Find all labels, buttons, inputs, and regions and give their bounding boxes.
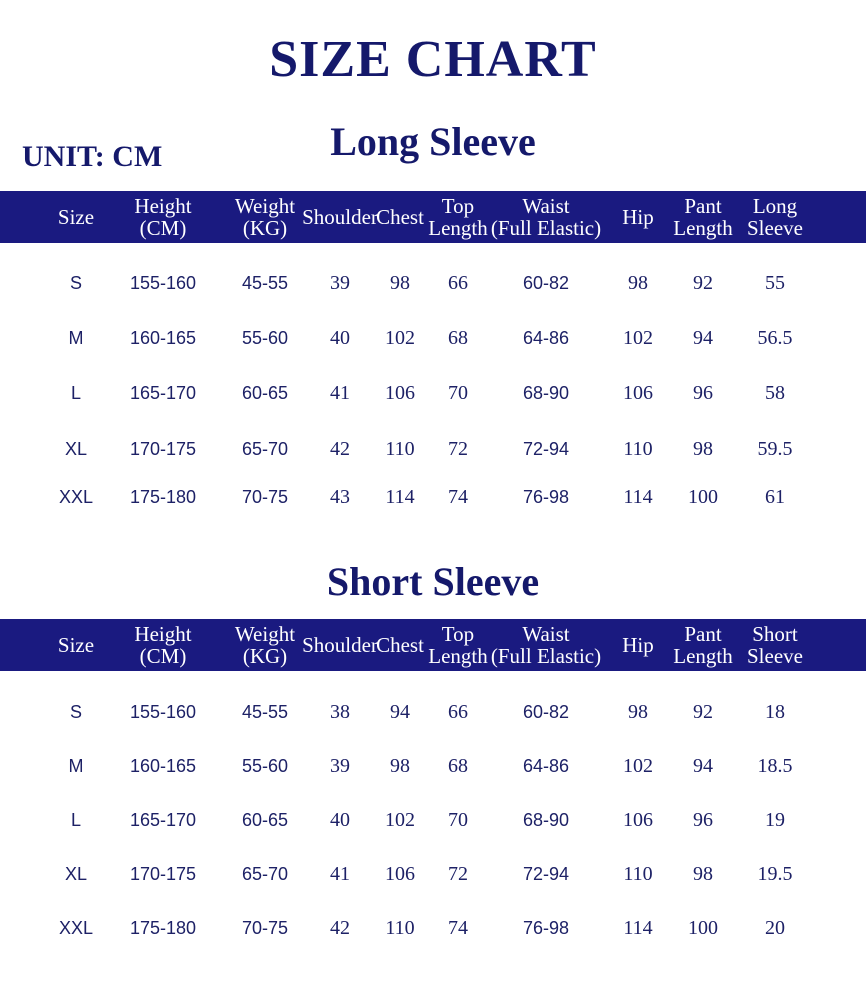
- cell-sleeve: 61: [765, 485, 785, 508]
- cell-sleeve: 59.5: [757, 437, 793, 460]
- cell-waist: 60-82: [522, 701, 570, 722]
- cell-height: 160-165: [129, 327, 197, 348]
- cell-pant-length: 100: [688, 916, 718, 939]
- cell-chest: 94: [390, 700, 410, 723]
- table-row: [0, 854, 866, 894]
- table-row: [0, 908, 866, 948]
- table-row: [0, 263, 866, 303]
- column-header-top-length: Top Length: [428, 622, 488, 668]
- cell-waist: 64-86: [522, 755, 570, 776]
- cell-weight: 70-75: [241, 486, 289, 507]
- cell-chest: 106: [385, 862, 415, 885]
- cell-pant-length: 94: [693, 754, 713, 777]
- cell-weight: 65-70: [241, 438, 289, 459]
- cell-hip: 102: [623, 326, 653, 349]
- cell-shoulder: 40: [330, 326, 350, 349]
- cell-height: 170-175: [129, 863, 197, 884]
- cell-weight: 55-60: [241, 755, 289, 776]
- cell-waist: 72-94: [522, 438, 570, 459]
- cell-sleeve: 56.5: [757, 326, 793, 349]
- cell-size: L: [70, 809, 81, 830]
- cell-top-length: 70: [448, 808, 468, 831]
- column-header-chest: Chest: [376, 633, 424, 657]
- column-header-top-length: Top Length: [428, 194, 488, 240]
- cell-top-length: 74: [448, 485, 468, 508]
- column-header-pant-length: Pant Length: [673, 194, 733, 240]
- cell-waist: 76-98: [522, 486, 570, 507]
- cell-waist: 64-86: [522, 327, 570, 348]
- cell-weight: 55-60: [241, 327, 289, 348]
- cell-pant-length: 94: [693, 326, 713, 349]
- cell-weight: 65-70: [241, 863, 289, 884]
- cell-height: 165-170: [129, 382, 197, 403]
- short-sleeve-title: Short Sleeve: [326, 559, 540, 604]
- short-sleeve-header: [0, 619, 866, 671]
- column-header-chest: Chest: [376, 205, 424, 229]
- cell-height: 175-180: [129, 486, 197, 507]
- long-sleeve-header: [0, 191, 866, 243]
- cell-height: 175-180: [129, 917, 197, 938]
- cell-chest: 110: [385, 916, 415, 939]
- cell-weight: 60-65: [241, 809, 289, 830]
- cell-top-length: 66: [448, 700, 468, 723]
- cell-size: XXL: [58, 917, 94, 938]
- cell-size: S: [69, 272, 82, 293]
- cell-size: M: [68, 327, 84, 348]
- cell-shoulder: 40: [330, 808, 350, 831]
- cell-weight: 45-55: [241, 272, 289, 293]
- cell-hip: 114: [623, 485, 653, 508]
- cell-top-length: 68: [448, 326, 468, 349]
- cell-size: L: [70, 382, 81, 403]
- cell-size: XL: [64, 863, 88, 884]
- cell-chest: 98: [390, 271, 410, 294]
- cell-weight: 45-55: [241, 701, 289, 722]
- cell-chest: 110: [385, 437, 415, 460]
- table-row: [0, 746, 866, 786]
- cell-sleeve: 20: [765, 916, 785, 939]
- cell-top-length: 66: [448, 271, 468, 294]
- cell-pant-length: 92: [693, 700, 713, 723]
- column-header-weight: Weight (KG): [234, 194, 296, 240]
- cell-shoulder: 38: [330, 700, 350, 723]
- column-header-shoulder: Shoulder: [302, 205, 378, 229]
- cell-size: M: [68, 755, 84, 776]
- cell-height: 155-160: [129, 272, 197, 293]
- table-row: [0, 692, 866, 732]
- cell-shoulder: 39: [330, 271, 350, 294]
- cell-pant-length: 96: [693, 808, 713, 831]
- cell-chest: 102: [385, 808, 415, 831]
- cell-shoulder: 41: [330, 862, 350, 885]
- cell-hip: 102: [623, 754, 653, 777]
- cell-top-length: 72: [448, 437, 468, 460]
- cell-hip: 98: [628, 271, 648, 294]
- column-header-hip: Hip: [622, 205, 654, 229]
- cell-sleeve: 19: [765, 808, 785, 831]
- cell-sleeve: 18.5: [757, 754, 793, 777]
- cell-height: 160-165: [129, 755, 197, 776]
- cell-sleeve: 58: [765, 381, 785, 404]
- table-row: [0, 373, 866, 413]
- column-header-size: Size: [57, 205, 95, 229]
- cell-shoulder: 42: [330, 916, 350, 939]
- long-sleeve-title: Long Sleeve: [330, 119, 536, 164]
- column-header-waist: Waist (Full Elastic): [490, 194, 602, 240]
- cell-size: XXL: [58, 486, 94, 507]
- cell-waist: 60-82: [522, 272, 570, 293]
- cell-shoulder: 41: [330, 381, 350, 404]
- cell-pant-length: 98: [693, 862, 713, 885]
- cell-pant-length: 92: [693, 271, 713, 294]
- unit-label: UNIT: CM: [22, 140, 163, 173]
- cell-waist: 68-90: [522, 809, 570, 830]
- cell-hip: 114: [623, 916, 653, 939]
- cell-sleeve: 55: [765, 271, 785, 294]
- column-header-size: Size: [57, 633, 95, 657]
- cell-pant-length: 100: [688, 485, 718, 508]
- column-header-pant-length: Pant Length: [673, 622, 733, 668]
- cell-height: 155-160: [129, 701, 197, 722]
- cell-top-length: 68: [448, 754, 468, 777]
- column-header-height: Height (CM): [134, 622, 192, 668]
- cell-height: 165-170: [129, 809, 197, 830]
- column-header-height: Height (CM): [134, 194, 192, 240]
- table-row: [0, 429, 866, 469]
- cell-waist: 72-94: [522, 863, 570, 884]
- cell-hip: 98: [628, 700, 648, 723]
- cell-top-length: 72: [448, 862, 468, 885]
- table-row: [0, 477, 866, 517]
- cell-waist: 68-90: [522, 382, 570, 403]
- cell-size: S: [69, 701, 82, 722]
- cell-sleeve: 18: [765, 700, 785, 723]
- cell-top-length: 70: [448, 381, 468, 404]
- cell-top-length: 74: [448, 916, 468, 939]
- column-header-weight: Weight (KG): [234, 622, 296, 668]
- cell-shoulder: 43: [330, 485, 350, 508]
- page-title: SIZE CHART: [269, 31, 597, 88]
- cell-weight: 70-75: [241, 917, 289, 938]
- column-header-shoulder: Shoulder: [302, 633, 378, 657]
- column-header-sleeve: Long Sleeve: [747, 194, 803, 240]
- cell-shoulder: 39: [330, 754, 350, 777]
- table-row: [0, 318, 866, 358]
- cell-hip: 110: [623, 437, 653, 460]
- cell-chest: 98: [390, 754, 410, 777]
- cell-waist: 76-98: [522, 917, 570, 938]
- cell-chest: 106: [385, 381, 415, 404]
- column-header-sleeve: Short Sleeve: [747, 622, 803, 668]
- cell-size: XL: [64, 438, 88, 459]
- table-row: [0, 800, 866, 840]
- cell-hip: 106: [623, 381, 653, 404]
- cell-pant-length: 98: [693, 437, 713, 460]
- cell-height: 170-175: [129, 438, 197, 459]
- cell-weight: 60-65: [241, 382, 289, 403]
- cell-hip: 106: [623, 808, 653, 831]
- cell-pant-length: 96: [693, 381, 713, 404]
- cell-chest: 102: [385, 326, 415, 349]
- column-header-hip: Hip: [622, 633, 654, 657]
- cell-sleeve: 19.5: [757, 862, 793, 885]
- cell-shoulder: 42: [330, 437, 350, 460]
- column-header-waist: Waist (Full Elastic): [490, 622, 602, 668]
- cell-hip: 110: [623, 862, 653, 885]
- cell-chest: 114: [385, 485, 415, 508]
